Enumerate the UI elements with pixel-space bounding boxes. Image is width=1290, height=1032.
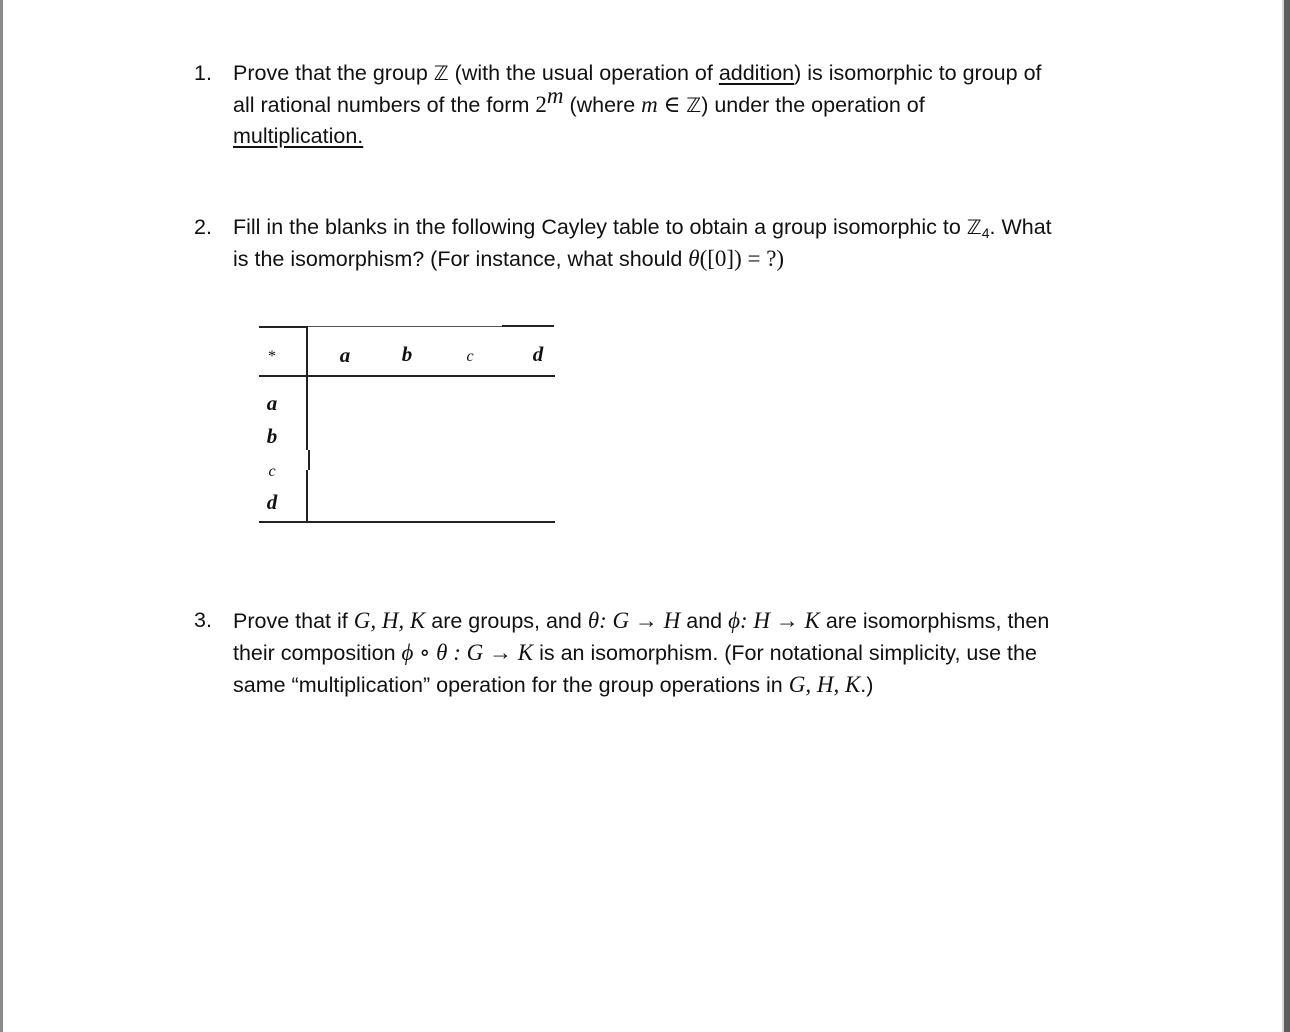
power-base: 2 [535, 92, 547, 117]
integers-symbol: ℤ [966, 215, 982, 239]
problem-text [233, 58, 1144, 152]
subscript-4: 4 [981, 225, 990, 241]
column-header: d [532, 342, 544, 366]
page-edge-left [0, 0, 3, 1032]
addition-underlined: addition [718, 61, 795, 85]
problem-line: Fill in the blanks in the following Cayley table to obtain a group isomorphic to ℤ$_4$. What [233, 215, 1052, 241]
column-header: b [401, 342, 413, 366]
table-bottom-rule [259, 521, 555, 523]
var-m: m [641, 92, 658, 117]
problem-number: 3. [194, 608, 212, 632]
problem-text [233, 212, 1144, 275]
math-composition: ϕ ∘ θ : G → K [401, 640, 534, 665]
problem-line: their composition ϕ ∘ θ : G → K is an isomorphism. (For notational simplicity, use the [233, 640, 1037, 665]
problem-number: 2. [194, 215, 212, 239]
column-header: a [339, 343, 351, 367]
page-edge-right [1284, 0, 1290, 1032]
table-top-rule [259, 326, 306, 328]
integers-symbol: ℤ [686, 93, 702, 117]
problem-line: is the isomorphism? (For instance, what should θ([0]) = ?) [233, 246, 785, 271]
math-groups: G, H, K [353, 608, 426, 633]
math-phi-map: ϕ: H → K [728, 608, 820, 633]
column-header: c [466, 348, 474, 365]
problem-3 [194, 605, 1144, 701]
problem-number: 1. [194, 61, 212, 85]
problem-1 [194, 58, 1144, 152]
math-groups: G, H, K [788, 672, 861, 697]
cayley-table [255, 320, 560, 530]
multiplication-underlined: multiplication. [233, 124, 364, 148]
problem-line [233, 121, 1144, 152]
problem-2 [194, 212, 1144, 275]
row-header: c [268, 463, 276, 480]
problem-line: Prove that if G, H, K are groups, and θ: G → H and ϕ: H → K are isomorphisms, then [233, 608, 1050, 633]
problem-line: Prove that the group ℤ (with the usual operation of addition) is isomorphic to group of [233, 61, 1042, 85]
math-theta-map: θ: G → H [587, 608, 681, 633]
problem-line: all rational numbers of the form 2$^m$ (where m ∈ ℤ) under the operation of [233, 83, 925, 117]
table-operator: * [268, 348, 276, 365]
problem-text [233, 605, 1144, 701]
problem-line: same “multiplication” operation for the group operations in G, H, K.) [233, 672, 874, 697]
row-header: b [266, 424, 278, 448]
table-vertical-rule [306, 326, 308, 523]
table-top-rule [306, 326, 504, 327]
theta-symbol: θ [688, 246, 700, 271]
table-top-rule [502, 325, 554, 327]
integers-symbol: ℤ [433, 61, 449, 85]
row-header: a [266, 391, 278, 415]
table-header-rule [259, 375, 555, 377]
row-header: d [266, 490, 278, 514]
table-vertical-rule [308, 450, 310, 470]
power-exponent: m [546, 83, 564, 108]
